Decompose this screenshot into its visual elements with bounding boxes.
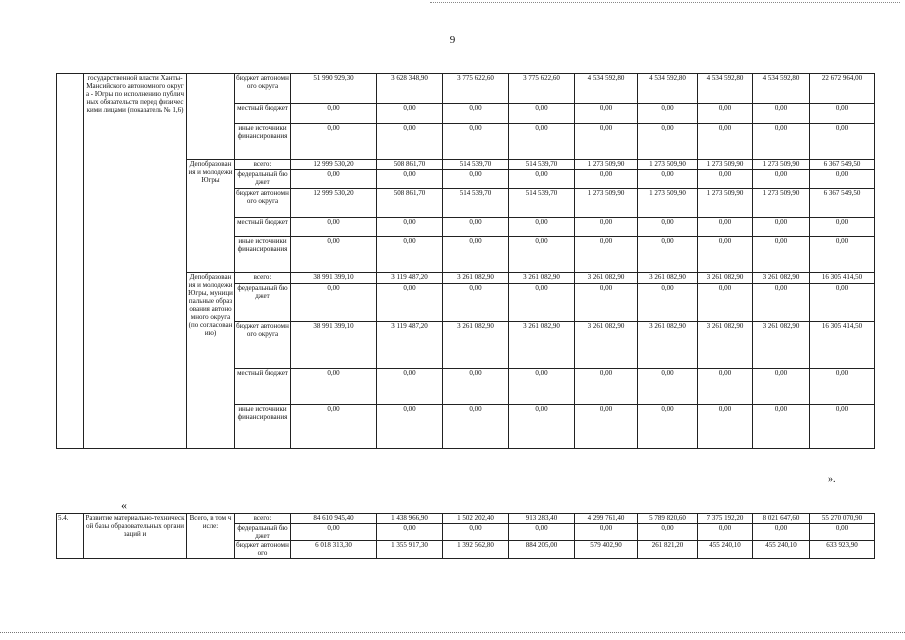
amount-cell: 0,00: [810, 237, 875, 273]
amount-cell: 0,00: [638, 405, 698, 449]
amount-cell: 514 539,70: [443, 160, 509, 170]
amount-cell: 1 273 509,90: [698, 160, 753, 170]
amount-cell: 0,00: [698, 104, 753, 124]
amount-cell: 514 539,70: [509, 160, 575, 170]
amount-cell: 1 273 509,90: [638, 160, 698, 170]
amount-cell: 0,00: [291, 405, 377, 449]
amount-cell: 0,00: [291, 369, 377, 405]
amount-cell: 1 438 966,90: [377, 514, 443, 524]
amount-cell: 7 375 192,20: [698, 514, 753, 524]
amount-cell: 0,00: [698, 524, 753, 541]
amount-cell: 1 273 509,90: [753, 189, 810, 218]
amount-cell: 0,00: [291, 170, 377, 189]
amount-cell: 1 273 509,90: [575, 189, 638, 218]
amount-cell: 0,00: [443, 369, 509, 405]
amount-cell: 0,00: [509, 284, 575, 322]
amount-cell: 3 261 082,90: [638, 322, 698, 369]
amount-cell: 0,00: [753, 237, 810, 273]
amount-cell: 0,00: [638, 284, 698, 322]
funding-source-cell: местный бюджет: [235, 104, 291, 124]
amount-cell: 0,00: [638, 218, 698, 237]
amount-cell: 0,00: [377, 369, 443, 405]
amount-cell: 0,00: [810, 170, 875, 189]
closing-quote: ».: [828, 474, 836, 485]
amount-cell: 0,00: [377, 124, 443, 160]
amount-cell: 0,00: [575, 170, 638, 189]
amount-cell: 0,00: [810, 124, 875, 160]
amount-cell: 514 539,70: [509, 189, 575, 218]
amount-cell: 261 821,20: [638, 541, 698, 559]
amount-cell: 0,00: [698, 124, 753, 160]
amount-cell: 38 991 399,10: [291, 273, 377, 284]
amount-cell: 8 021 647,60: [753, 514, 810, 524]
amount-cell: 0,00: [377, 170, 443, 189]
amount-cell: 0,00: [638, 104, 698, 124]
program-name-cell: Развитие материально-технической базы образовательных организаций и: [84, 514, 187, 559]
amount-cell: 0,00: [291, 104, 377, 124]
amount-cell: 3 775 622,60: [443, 74, 509, 104]
amount-cell: 3 119 487,20: [377, 273, 443, 284]
amount-cell: 0,00: [291, 237, 377, 273]
amount-cell: 1 355 917,30: [377, 541, 443, 559]
amount-cell: 0,00: [698, 218, 753, 237]
table-row: [57, 74, 875, 104]
amount-cell: 4 534 592,80: [638, 74, 698, 104]
funding-source-cell: иные источники финансирования: [235, 405, 291, 449]
amount-cell: 0,00: [377, 405, 443, 449]
amount-cell: 0,00: [753, 369, 810, 405]
amount-cell: 3 261 082,90: [698, 273, 753, 284]
executor-cell: Всего, в том числе:: [187, 514, 235, 559]
amount-cell: 0,00: [753, 104, 810, 124]
amount-cell: 0,00: [575, 284, 638, 322]
amount-cell: 0,00: [509, 369, 575, 405]
amount-cell: 3 261 082,90: [443, 322, 509, 369]
amount-cell: 0,00: [638, 170, 698, 189]
amount-cell: 0,00: [377, 218, 443, 237]
amount-cell: 0,00: [443, 170, 509, 189]
amount-cell: 0,00: [443, 124, 509, 160]
amount-cell: 0,00: [509, 124, 575, 160]
top-rule: [430, 2, 900, 3]
amount-cell: 0,00: [810, 104, 875, 124]
amount-cell: 0,00: [443, 284, 509, 322]
amount-cell: 1 273 509,90: [638, 189, 698, 218]
amount-cell: 3 261 082,90: [575, 322, 638, 369]
amount-cell: 3 261 082,90: [509, 273, 575, 284]
amount-cell: 0,00: [377, 104, 443, 124]
amount-cell: 38 991 399,10: [291, 322, 377, 369]
amount-cell: 0,00: [698, 170, 753, 189]
amount-cell: 0,00: [443, 104, 509, 124]
amount-cell: 0,00: [698, 405, 753, 449]
amount-cell: 1 273 509,90: [698, 189, 753, 218]
amount-cell: 0,00: [509, 104, 575, 124]
amount-cell: 579 402,90: [575, 541, 638, 559]
amount-cell: 0,00: [575, 218, 638, 237]
amount-cell: 0,00: [509, 524, 575, 541]
amount-cell: 6 367 549,50: [810, 189, 875, 218]
amount-cell: 3 775 622,60: [509, 74, 575, 104]
amount-cell: 6 018 313,30: [291, 541, 377, 559]
amount-cell: 0,00: [753, 524, 810, 541]
amount-cell: 3 261 082,90: [575, 273, 638, 284]
amount-cell: 1 273 509,90: [753, 160, 810, 170]
amount-cell: 3 261 082,90: [443, 273, 509, 284]
amount-cell: 3 261 082,90: [638, 273, 698, 284]
budget-table-continued: [56, 73, 875, 449]
amount-cell: 0,00: [509, 237, 575, 273]
amount-cell: 0,00: [810, 218, 875, 237]
amount-cell: 0,00: [575, 524, 638, 541]
funding-source-cell: всего:: [235, 514, 291, 524]
amount-cell: 12 999 530,20: [291, 189, 377, 218]
amount-cell: 0,00: [753, 284, 810, 322]
funding-source-cell: всего:: [235, 273, 291, 284]
amount-cell: 0,00: [575, 124, 638, 160]
amount-cell: 0,00: [377, 237, 443, 273]
amount-cell: 0,00: [443, 218, 509, 237]
amount-cell: 0,00: [291, 124, 377, 160]
amount-cell: 3 261 082,90: [753, 322, 810, 369]
funding-source-cell: иные источники финансирования: [235, 237, 291, 273]
amount-cell: 0,00: [575, 237, 638, 273]
page-number: 9: [449, 34, 456, 46]
executor-cell: Депобразования и молодежи Югры: [187, 160, 235, 273]
table-row: [57, 514, 875, 524]
amount-cell: 0,00: [443, 405, 509, 449]
amount-cell: 16 305 414,50: [810, 322, 875, 369]
amount-cell: 884 205,00: [509, 541, 575, 559]
amount-cell: 0,00: [291, 218, 377, 237]
amount-cell: 5 789 820,60: [638, 514, 698, 524]
amount-cell: 0,00: [753, 170, 810, 189]
executor-cell: Депобразования и молодежи Югры, муниципальные образования автономного округа (по согласованию): [187, 273, 235, 449]
amount-cell: 3 261 082,90: [753, 273, 810, 284]
amount-cell: 0,00: [638, 524, 698, 541]
bottom-rule: [0, 632, 905, 633]
amount-cell: 12 999 530,20: [291, 160, 377, 170]
funding-source-cell: местный бюджет: [235, 218, 291, 237]
amount-cell: 913 283,40: [509, 514, 575, 524]
amount-cell: 0,00: [443, 524, 509, 541]
funding-source-cell: бюджет автономного: [236, 541, 289, 557]
number-cell: 5.4.: [57, 514, 84, 559]
amount-cell: 4 299 761,40: [575, 514, 638, 524]
budget-table-section-5-4: [56, 513, 875, 559]
amount-cell: 0,00: [810, 369, 875, 405]
number-cell: [57, 74, 84, 449]
amount-cell: 1 502 202,40: [443, 514, 509, 524]
amount-cell: 0,00: [638, 237, 698, 273]
amount-cell: 0,00: [638, 124, 698, 160]
funding-source-cell: иные источники финансирования: [235, 124, 291, 160]
amount-cell: 0,00: [291, 284, 377, 322]
amount-cell: 0,00: [291, 524, 377, 541]
funding-source-cell: всего:: [235, 160, 291, 170]
amount-cell: 514 539,70: [443, 189, 509, 218]
amount-cell: 0,00: [810, 524, 875, 541]
amount-cell: 0,00: [575, 405, 638, 449]
funding-source-cell: бюджет автономного округа: [235, 322, 291, 369]
amount-cell: 6 367 549,50: [810, 160, 875, 170]
amount-cell: 1 273 509,90: [575, 160, 638, 170]
amount-cell: 455 240,10: [753, 541, 810, 559]
amount-cell: 0,00: [698, 284, 753, 322]
amount-cell: 0,00: [509, 405, 575, 449]
amount-cell: 4 534 592,80: [698, 74, 753, 104]
amount-cell: 0,00: [509, 218, 575, 237]
amount-cell: 4 534 592,80: [575, 74, 638, 104]
opening-quote: «: [121, 498, 127, 512]
amount-cell: 3 628 348,90: [377, 74, 443, 104]
amount-cell: 0,00: [443, 237, 509, 273]
amount-cell: 508 861,70: [377, 189, 443, 218]
amount-cell: 0,00: [638, 369, 698, 405]
amount-cell: 0,00: [810, 284, 875, 322]
amount-cell: 508 861,70: [377, 160, 443, 170]
amount-cell: 0,00: [377, 524, 443, 541]
amount-cell: 16 305 414,50: [810, 273, 875, 284]
executor-cell: [187, 74, 235, 160]
amount-cell: 0,00: [753, 124, 810, 160]
program-name-cell: государственной власти Ханты-Мансийского автономного округа - Югры по исполнению публичных обязательств перед физическими лицами (показатель № 1,6): [84, 74, 187, 449]
amount-cell: 0,00: [698, 369, 753, 405]
amount-cell: 455 240,10: [698, 541, 753, 559]
amount-cell: 22 672 964,00: [810, 74, 875, 104]
amount-cell: 51 990 929,30: [291, 74, 377, 104]
amount-cell: 4 534 592,80: [753, 74, 810, 104]
amount-cell: 633 923,90: [810, 541, 875, 559]
amount-cell: 0,00: [377, 284, 443, 322]
funding-source-cell: бюджет автономного округа: [235, 74, 291, 104]
amount-cell: 0,00: [509, 170, 575, 189]
amount-cell: 0,00: [753, 218, 810, 237]
funding-source-cell: федеральный бюджет: [235, 524, 291, 541]
funding-source-cell: федеральный бюджет: [235, 284, 291, 322]
amount-cell: 0,00: [698, 237, 753, 273]
amount-cell: 84 610 945,40: [291, 514, 377, 524]
amount-cell: 1 392 562,80: [443, 541, 509, 559]
amount-cell: 3 261 082,90: [698, 322, 753, 369]
funding-source-cell: местный бюджет: [235, 369, 291, 405]
funding-source-cell: федеральный бюджет: [235, 170, 291, 189]
funding-source-cell: бюджет автономного округа: [235, 189, 291, 218]
amount-cell: 0,00: [753, 405, 810, 449]
amount-cell: 0,00: [810, 405, 875, 449]
amount-cell: 3 119 487,20: [377, 322, 443, 369]
amount-cell: 3 261 082,90: [509, 322, 575, 369]
amount-cell: 55 270 070,90: [810, 514, 875, 524]
amount-cell: 0,00: [575, 369, 638, 405]
amount-cell: 0,00: [575, 104, 638, 124]
